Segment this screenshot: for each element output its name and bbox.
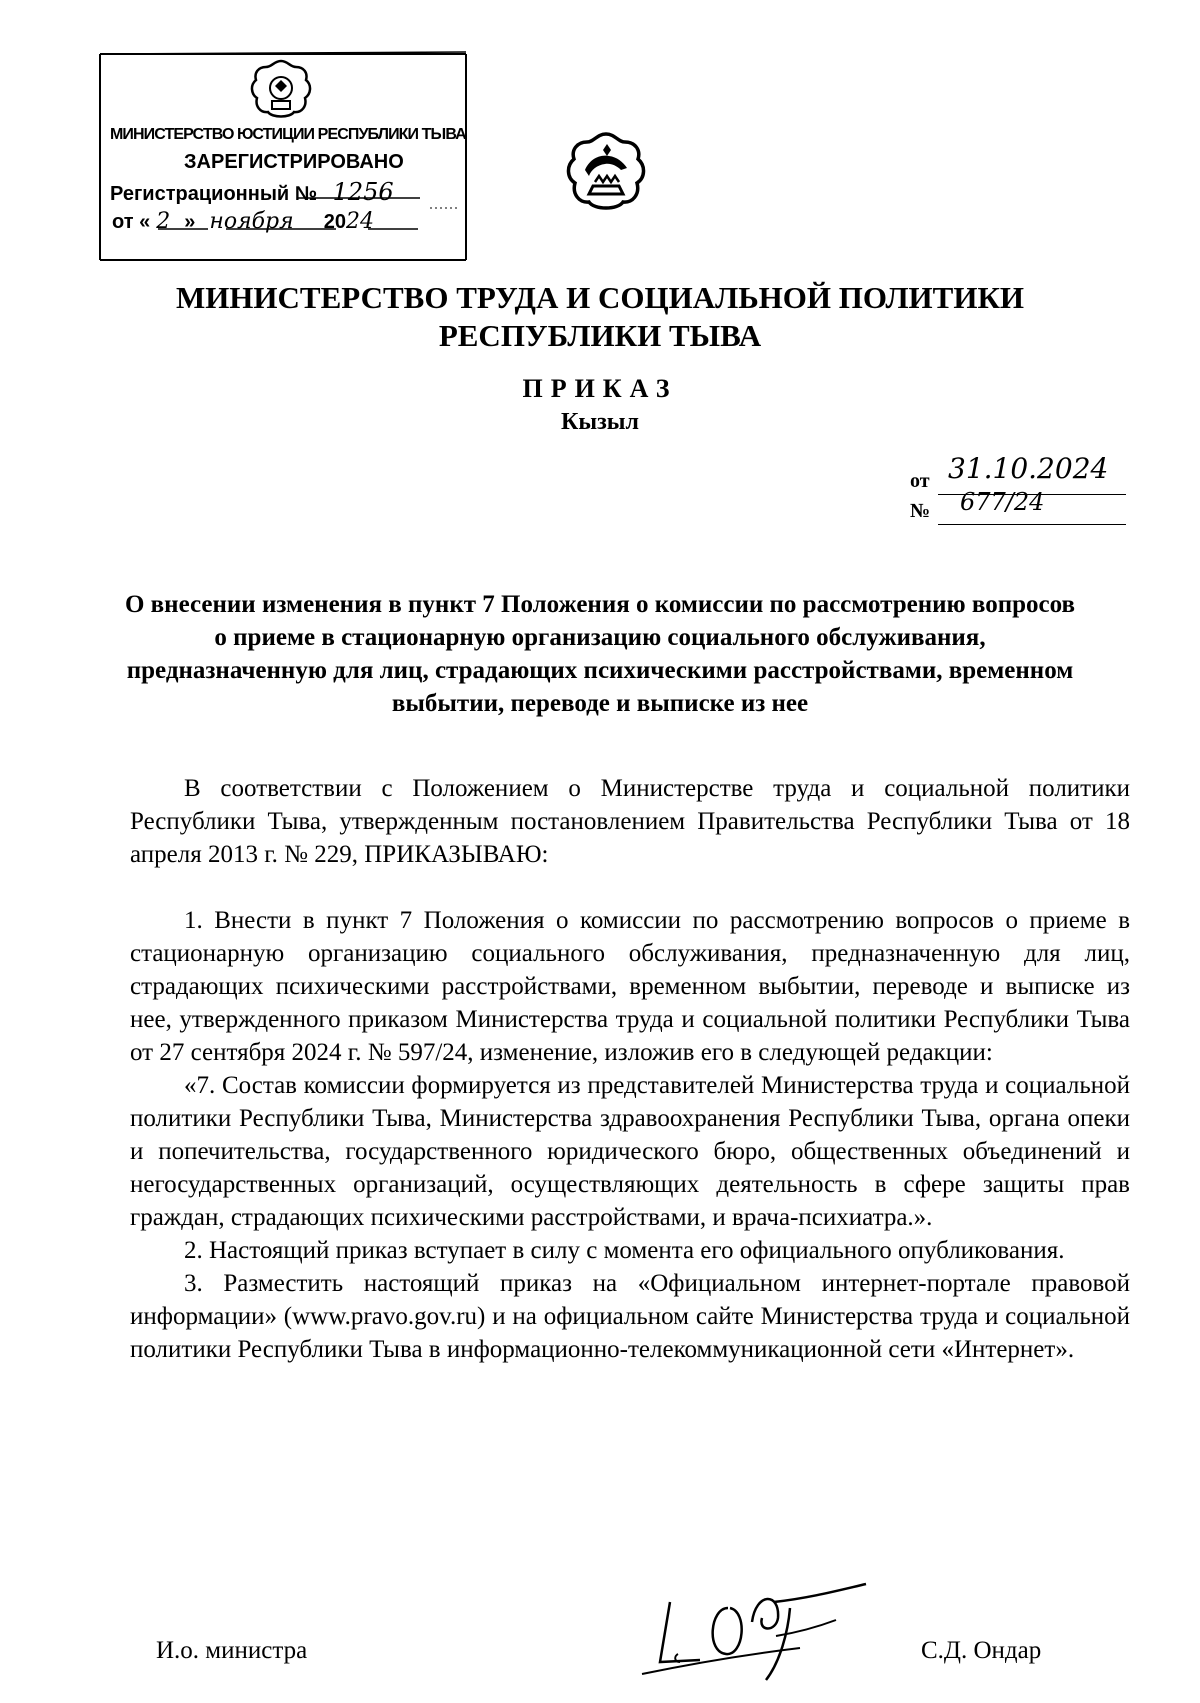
- order-subject: О внесении изменения в пункт 7 Положения о комиссии по рассмотрению вопросов о приеме в стационарную организацию социального обслуживания, предназначенную для лиц, страдающих психическими расстройствами, временном выбытии, переводе и выписке из нее: [124, 591, 1076, 717]
- order-number-label: №: [910, 500, 931, 522]
- stamp-date-day: 2: [156, 209, 171, 234]
- handwritten-signature: [640, 1562, 890, 1682]
- order-item-3: 3. Разместить настоящий приказ на «Официальном интернет-портале правовой информации» (www.pravo.gov.ru) и на официальном сайте Министерства труда и социальной политики Республики Тыва в информационно-телекоммуникационной сети «Интернет».: [130, 1270, 1130, 1363]
- preamble: [130, 772, 1130, 871]
- order-title: ПРИКАЗ: [522, 374, 678, 403]
- city: Кызыл: [561, 409, 639, 435]
- stamp-date-prefix: от «: [112, 211, 151, 233]
- coat-of-arms-icon: [563, 130, 649, 220]
- order-date-label: от: [910, 470, 930, 492]
- stamp-date-year-prefix: 20: [323, 211, 346, 233]
- registration-stamp: [98, 48, 470, 266]
- preamble-text: В соответствии с Положением о Министерстве труда и социальной политики Республики Тыва, утвержденным постановлением Правительства Республики Тыва от 18 апреля 2013 г. № 229, ПРИКАЗЫВАЮ:: [130, 775, 1130, 868]
- stamp-date: [112, 209, 374, 234]
- order-item-2: 2. Настоящий приказ вступает в силу с момента его официального опубликования.: [184, 1237, 1065, 1264]
- stamp-ministry: МИНИСТЕРСТВО ЮСТИЦИИ РЕСПУБЛИКИ ТЫВА: [110, 126, 466, 143]
- order-date-number: [910, 452, 1130, 528]
- order-item-1-quote: «7. Состав комиссии формируется из представителей Министерства труда и социальной политики Республики Тыва, Министерства здравоохранения Республики Тыва, органа опеки и попечительства, государственного юридического бюро, общественных объединений и негосударственных организаций, осуществляющих деятельность в сфере защиты прав граждан, страдающих психическими расстройствами, и врача-психиатра.».: [130, 1072, 1130, 1231]
- stamp-registered: ЗАРЕГИСТРИРОВАНО: [184, 151, 404, 173]
- order-number-value: 677/24: [960, 488, 1045, 516]
- order-items: [130, 904, 1130, 1366]
- stamp-regno-label: Регистрационный №: [110, 183, 318, 205]
- stamp-date-year-suffix: 24: [345, 209, 374, 234]
- stamp-emblem-icon: [248, 58, 314, 122]
- order-number-underline: [938, 524, 1126, 525]
- stamp-date-month: ноября: [209, 209, 294, 234]
- stamp-date-mid: »: [184, 211, 196, 233]
- stamp-regno: [110, 178, 394, 206]
- stamp-regno-value: 1256: [332, 178, 394, 206]
- ministry-title: МИНИСТЕРСТВО ТРУДА И СОЦИАЛЬНОЙ ПОЛИТИКИ РЕСПУБЛИКИ ТЫВА: [175, 280, 1025, 353]
- order-item-1: 1. Внести в пункт 7 Положения о комиссии по рассмотрению вопросов о приеме в стационарную организацию социального обслуживания, предназначенную для лиц, страдающих психическими расстройствами, временном выбытии, переводе и выписке из нее, утвержденного приказом Министерства труда и социальной политики Республики Тыва от 27 сентября 2024 г. № 597/24, изменение, изложив его в следующей редакции:: [130, 907, 1130, 1066]
- signatory-name: С.Д. Ондар: [921, 1637, 1042, 1664]
- signatory-position: И.о. министра: [156, 1637, 308, 1664]
- order-date-value: 31.10.2024: [948, 452, 1109, 485]
